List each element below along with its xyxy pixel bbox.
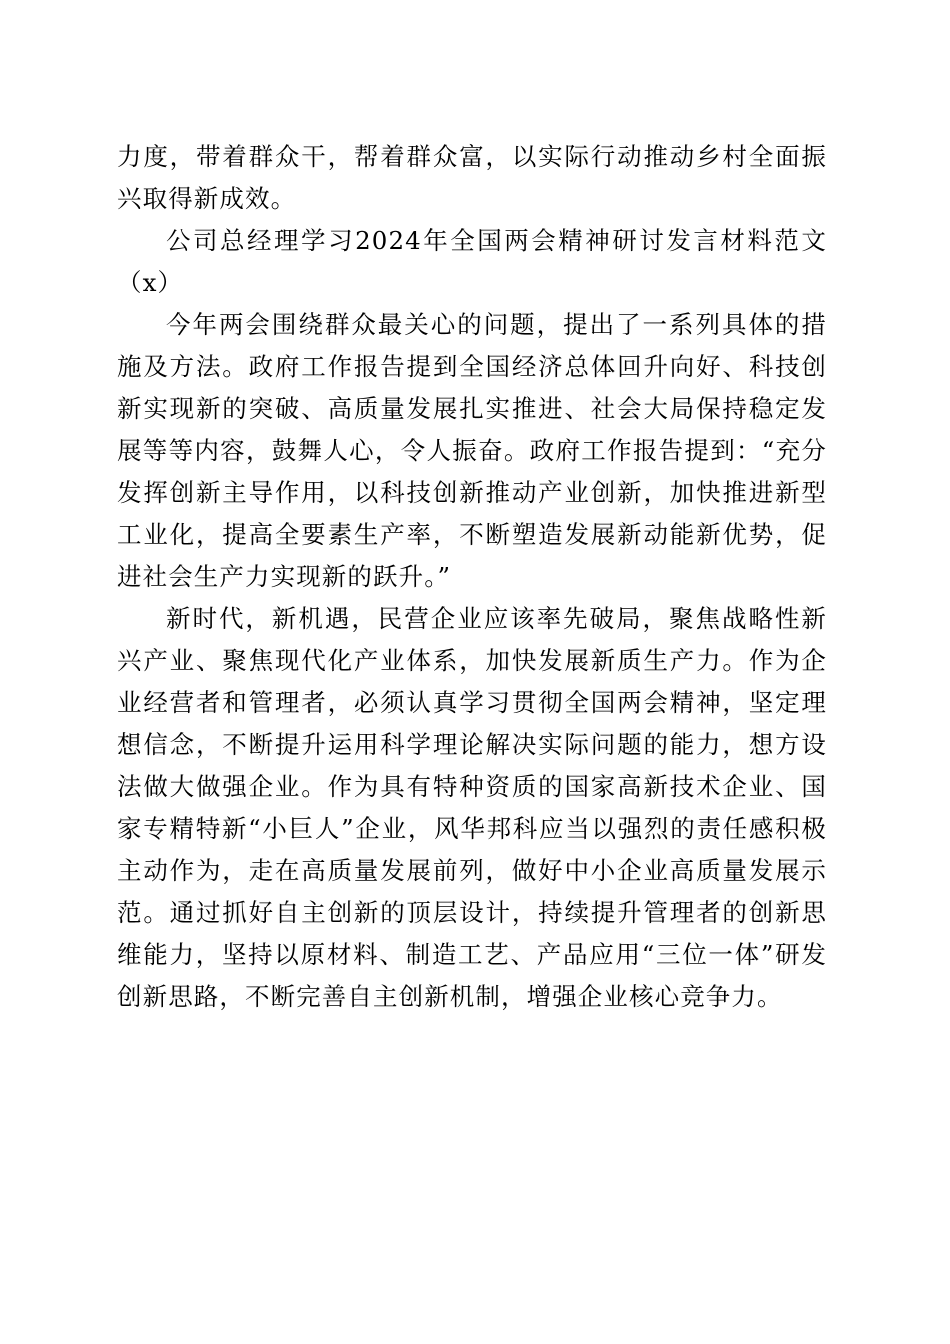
paragraph-continuation: 力度，带着群众干，帮着群众富，以实际行动推动乡村全面振兴取得新成效。 [117,142,827,213]
document-title: 公司总经理学习2024年全国两会精神研讨发言材料范文（x） [117,226,827,297]
paragraph-body-2: 新时代，新机遇，民营企业应该率先破局，聚焦战略性新兴产业、聚焦现代化产业体系，加快发展新质生产力。作为企业经营者和管理者，必须认真学习贯彻全国两会精神，坚定理想信念，不断提升运用科学理论解决实际问题的能力，想方设法做大做强企业。作为具有特种资质的国家高新技术企业、国家专精特新“小巨人”企业，风华邦科应当以强烈的责任感积极主动作为，走在高质量发展前列，做好中小企业高质量发展示范。通过抓好自主创新的顶层设计，持续提升管理者的创新思维能力，坚持以原材料、制造工艺、产品应用“三位一体”研发创新思路，不断完善自主创新机制，增强企业核心竞争力。 [117,604,827,1011]
paragraph-body-1: 今年两会围绕群众最关心的问题，提出了一系列具体的措施及方法。政府工作报告提到全国经济总体回升向好、科技创新实现新的突破、高质量发展扎实推进、社会大局保持稳定发展等等内容，鼓舞人心，令人振奋。政府工作报告提到：“充分发挥创新主导作用，以科技创新推动产业创新，加快推进新型工业化，提高全要素生产率，不断塑造发展新动能新优势，促进社会生产力实现新的跃升。” [117,310,827,591]
document-body [117,136,827,1018]
